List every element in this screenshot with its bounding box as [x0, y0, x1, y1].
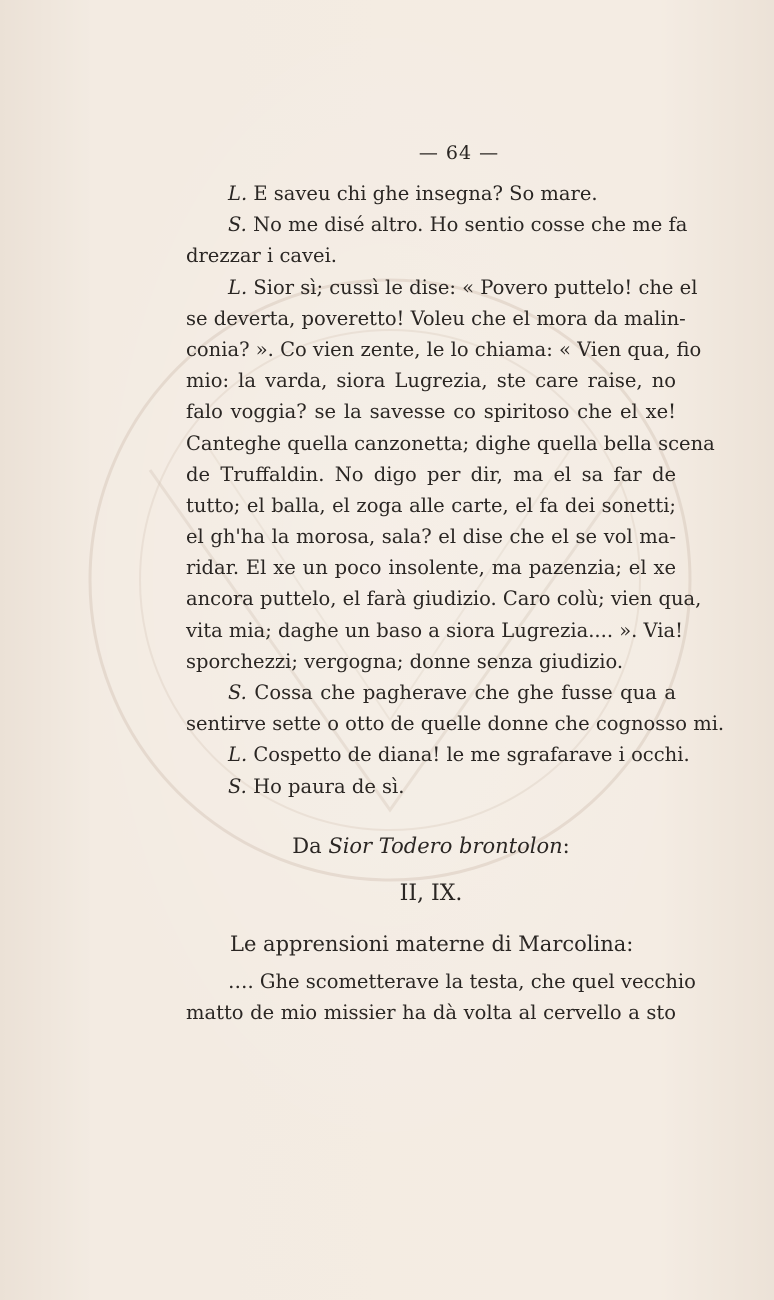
speaker-label: L.: [228, 182, 248, 205]
speaker-label: S.: [228, 681, 247, 704]
text-line: Canteghe quella canzonetta; dighe quella bella scena: [186, 431, 715, 455]
dialogue-text: E saveu chi ghe insegna? So mare.: [247, 182, 598, 205]
text-line: [186, 771, 676, 802]
text-line: conia? ». Co vien zente, le lo chiama: « Vien qua, fio: [186, 337, 702, 361]
dialogue-text: Sior sì; cussì le dise: « Povero puttelo! che el: [247, 275, 698, 299]
dialogue-text: No me disé altro. Ho sentio cosse che me fa: [246, 213, 688, 237]
dialogue-text: Ho paura de sì.: [246, 774, 405, 798]
text-line: ridar. El xe un poco insolente, ma pazenzia; el xe: [186, 556, 676, 580]
text-line: el gh'ha la morosa, sala? el dise che el se vol ma-: [186, 525, 676, 549]
text-line: sporchezzi; vergogna; donne senza giudizio.: [186, 649, 624, 673]
dialogue-turn: [186, 771, 676, 802]
speaker-label: S.: [228, 213, 247, 237]
dialogue-text: Cospetto de diana! le me sgrafarave i occhi.: [247, 743, 690, 767]
text-line: falo voggia? se la savesse co spiritoso che el xe!: [186, 400, 676, 424]
dialogue-turn: [186, 209, 688, 271]
speaker-label: S.: [228, 774, 247, 798]
scene-description: Le apprensioni materne di Marcolina:: [230, 931, 634, 956]
text-line: matto de mio missier ha dà volta al cervello a sto: [186, 1000, 676, 1024]
text-line: [186, 209, 688, 240]
page-text-block: [186, 138, 725, 1028]
text-line: …. Ghe scometterave la testa, che quel vecchio: [228, 969, 696, 993]
speaker-label: L.: [228, 743, 248, 767]
dialogue-turn: [186, 677, 725, 739]
text-line: [186, 739, 690, 770]
text-line: [186, 272, 698, 303]
text-line: ancora puttelo, el farà giudizio. Caro colù; vien qua,: [186, 587, 702, 611]
page-number: — 64 —: [418, 142, 500, 164]
source-heading: [186, 826, 676, 866]
source-suffix: :: [562, 833, 570, 858]
text-line: [186, 677, 676, 708]
text-line: vita mia; daghe un baso a siora Lugrezia.... ». Via!: [186, 618, 683, 642]
excerpt-paragraph: [186, 966, 696, 1028]
source-title: Sior Todero brontolon: [328, 833, 563, 858]
dialogue-turn: [186, 272, 715, 677]
dialogue-text: Cossa che pagherave che ghe fusse qua a: [246, 681, 676, 704]
text-line: se deverta, poveretto! Voleu che el mora da malin-: [186, 306, 686, 330]
text-line: de Truffaldin. No digo per dir, ma el sa far de: [186, 462, 676, 486]
text-line: drezzar i cavei.: [186, 244, 338, 268]
dialogue-turn: [186, 178, 676, 209]
text-line: [186, 178, 676, 209]
text-line: sentirve sette o otto de quelle donne che cognosso mi.: [186, 712, 725, 736]
speaker-label: L.: [228, 275, 248, 299]
source-prefix: Da: [292, 833, 329, 858]
act-scene-heading: II, IX.: [399, 880, 463, 906]
text-line: tutto; el balla, el zoga alle carte, el fa dei sonetti;: [186, 493, 676, 517]
text-line: mio: la varda, siora Lugrezia, ste care raise, no: [186, 369, 676, 393]
dialogue-turn: [186, 739, 690, 770]
